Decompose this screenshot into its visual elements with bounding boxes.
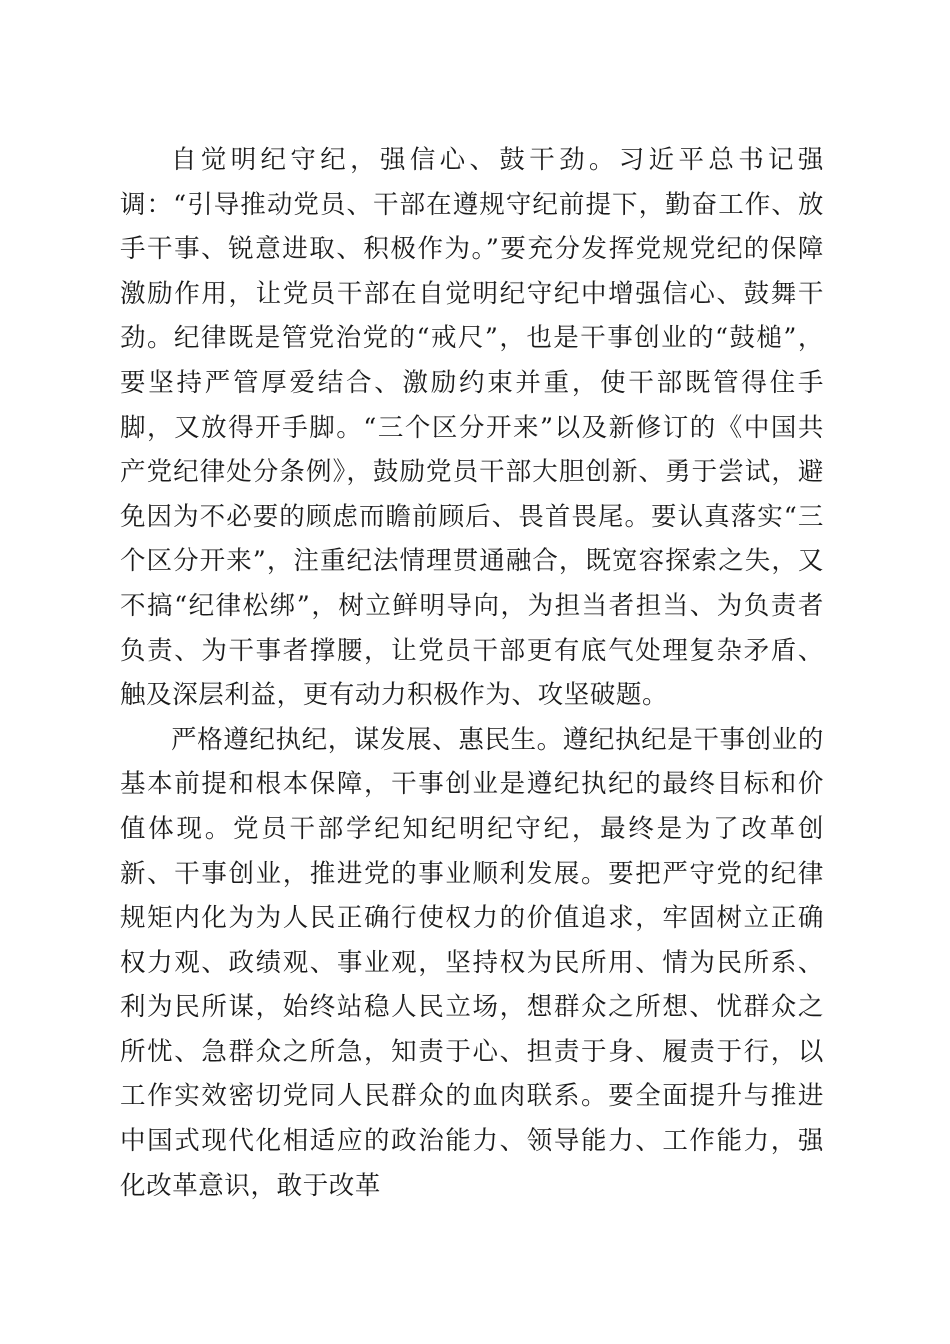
document-body <box>120 138 824 1208</box>
paragraph-discipline-development: 严格遵纪执纪，谋发展、惠民生。遵纪执纪是干事创业的基本前提和根本保障，干事创业是遵纪执纪的最终目标和价值体现。党员干部学纪知纪明纪守纪，最终是为了改革创新、干事创业，推进党的事业顺利发展。要把严守党的纪律规矩内化为为人民正确行使权力的价值追求，牢固树立正确权力观、政绩观、事业观，坚持权为民所用、情为民所系、利为民所谋，始终站稳人民立场，想群众之所想、忧群众之所忧、急群众之所急，知责于心、担责于身、履责于行，以工作实效密切党同人民群众的血肉联系。要全面提升与推进中国式现代化相适应的政治能力、领导能力、工作能力，强化改革意识，敢于改革 <box>120 724 824 1201</box>
paragraph-discipline-confidence: 自觉明纪守纪，强信心、鼓干劲。习近平总书记强调：“引导推动党员、干部在遵规守纪前提下，勤奋工作、放手干事、锐意进取、积极作为。”要充分发挥党规党纪的保障激励作用，让党员干部在自觉明纪守纪中增强信心、鼓舞干劲。纪律既是管党治党的“戒尺”，也是干事创业的“鼓槌”，要坚持严管厚爱结合、激励约束并重，使干部既管得住手脚，又放得开手脚。“三个区分开来”以及新修订的《中国共产党纪律处分条例》，鼓励党员干部大胆创新、勇于尝试，避免因为不必要的顾虑而瞻前顾后、畏首畏尾。要认真落实“三个区分开来”，注重纪法情理贯通融合，既宽容探索之失，又不搞“纪律松绑”，树立鲜明导向，为担当者担当、为负责者负责、为干事者撑腰，让党员干部更有底气处理复杂矛盾、触及深层利益，更有动力积极作为、攻坚破题。 <box>120 145 824 711</box>
